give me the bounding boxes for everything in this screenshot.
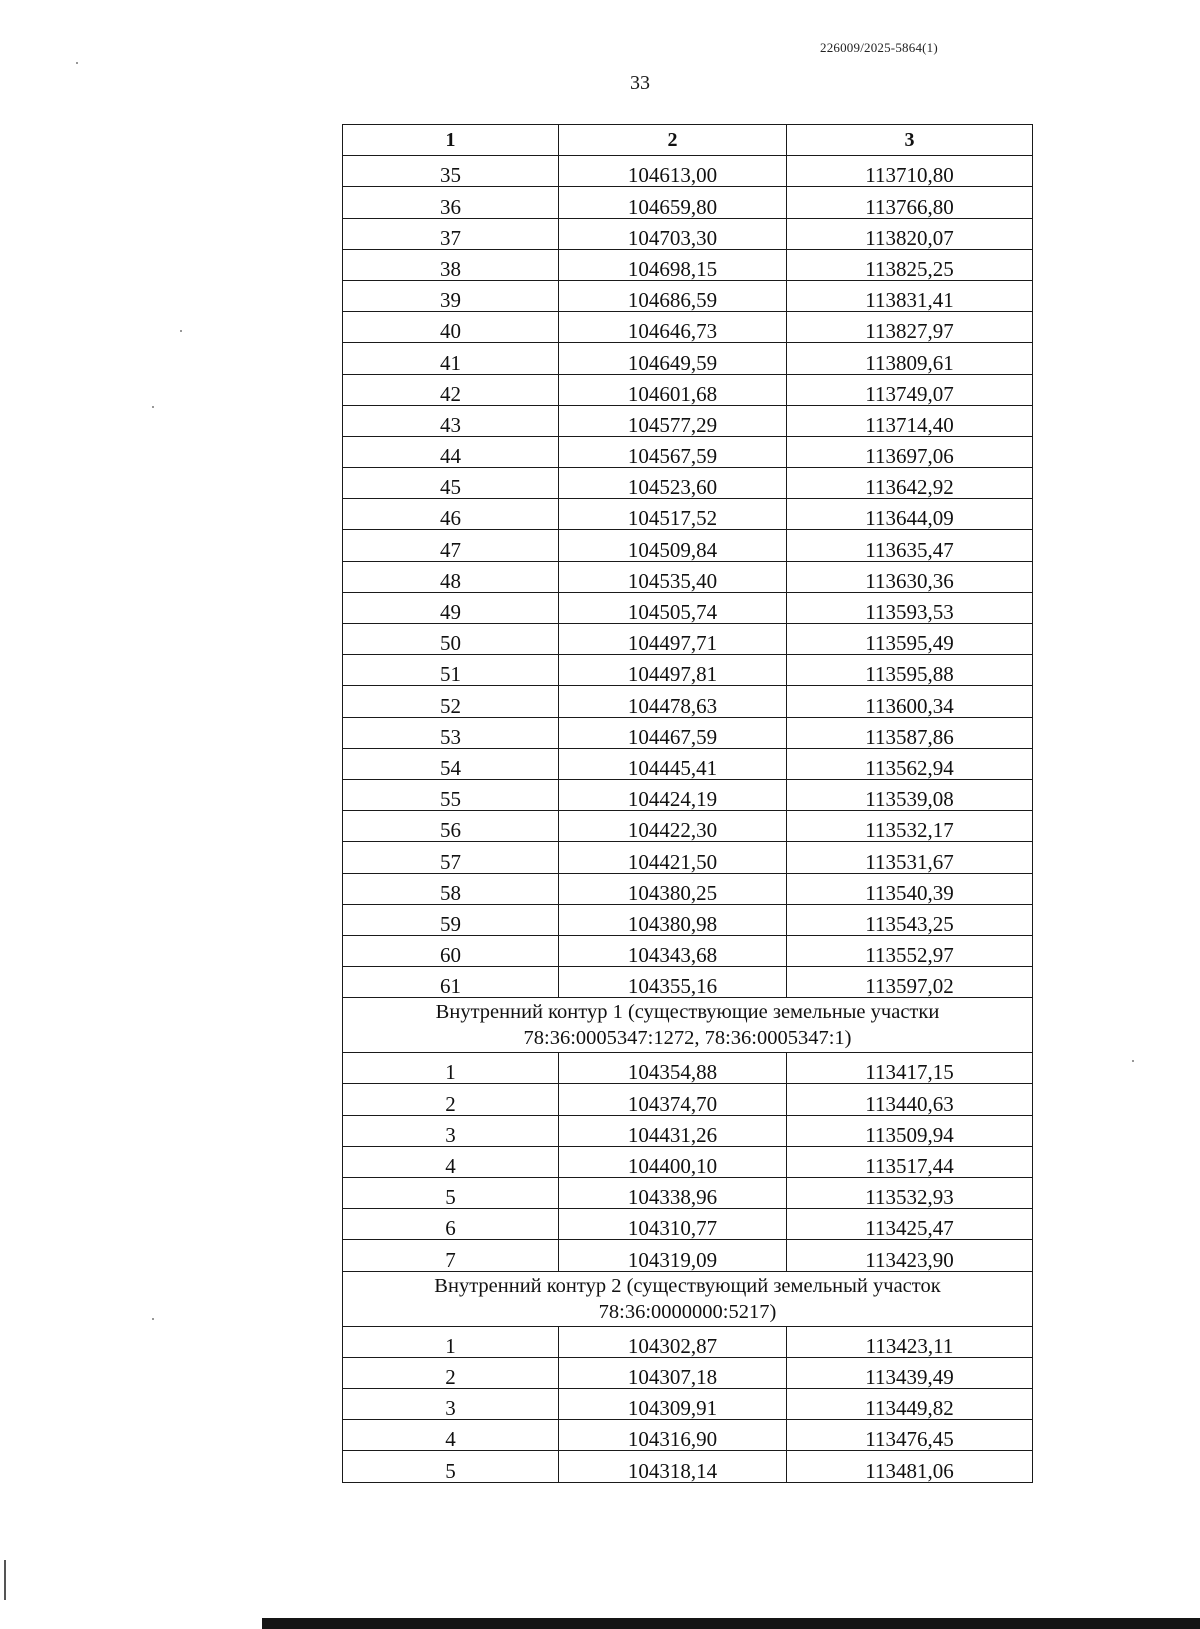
table-row: [343, 842, 1033, 873]
cell-point: 41: [343, 343, 559, 374]
section-header-row: [343, 998, 1033, 1053]
cell-point: 1: [343, 1326, 559, 1357]
cell-point: 54: [343, 748, 559, 779]
cell-y: 113532,93: [787, 1178, 1033, 1209]
cell-point: 52: [343, 686, 559, 717]
cell-point: 49: [343, 592, 559, 623]
cell-y: 113439,49: [787, 1357, 1033, 1388]
cell-y: 113440,63: [787, 1084, 1033, 1115]
table-row: [343, 624, 1033, 655]
cell-point: 56: [343, 811, 559, 842]
cell-y: 113539,08: [787, 779, 1033, 810]
cell-y: 113766,80: [787, 187, 1033, 218]
cell-x: 104421,50: [559, 842, 787, 873]
table-row: [343, 1326, 1033, 1357]
cell-point: 36: [343, 187, 559, 218]
cell-x: 104505,74: [559, 592, 787, 623]
table-row: [343, 187, 1033, 218]
cell-point: 5: [343, 1178, 559, 1209]
cell-point: 58: [343, 873, 559, 904]
table-row: [343, 1357, 1033, 1388]
table-row: [343, 249, 1033, 280]
scan-speck: [152, 1318, 154, 1320]
cell-x: 104517,52: [559, 499, 787, 530]
table-row: [343, 1240, 1033, 1271]
cell-x: 104601,68: [559, 374, 787, 405]
cell-y: 113417,15: [787, 1053, 1033, 1084]
table-row: [343, 935, 1033, 966]
cell-x: 104613,00: [559, 156, 787, 187]
table-row: [343, 748, 1033, 779]
cell-point: 3: [343, 1115, 559, 1146]
cell-x: 104380,25: [559, 873, 787, 904]
table-row: [343, 686, 1033, 717]
page-number: 33: [630, 72, 650, 94]
cell-y: 113587,86: [787, 717, 1033, 748]
cell-x: 104703,30: [559, 218, 787, 249]
table-row: [343, 873, 1033, 904]
cell-y: 113697,06: [787, 436, 1033, 467]
cell-x: 104445,41: [559, 748, 787, 779]
cell-point: 48: [343, 561, 559, 592]
cell-point: 37: [343, 218, 559, 249]
table-row: [343, 1053, 1033, 1084]
cell-point: 40: [343, 312, 559, 343]
cell-x: 104374,70: [559, 1084, 787, 1115]
table-row: [343, 592, 1033, 623]
table-body: [343, 156, 1033, 1482]
coordinates-table: [342, 124, 1033, 1483]
cell-x: 104318,14: [559, 1451, 787, 1482]
cell-point: 35: [343, 156, 559, 187]
cell-y: 113543,25: [787, 904, 1033, 935]
cell-x: 104307,18: [559, 1357, 787, 1388]
cell-point: 5: [343, 1451, 559, 1482]
cell-y: 113593,53: [787, 592, 1033, 623]
cell-y: 113825,25: [787, 249, 1033, 280]
scan-speck: [76, 62, 78, 64]
table-row: [343, 405, 1033, 436]
column-header-y: 3: [787, 125, 1033, 156]
table-header-row: [343, 125, 1033, 156]
table-row: [343, 280, 1033, 311]
cell-x: 104659,80: [559, 187, 787, 218]
cell-point: 43: [343, 405, 559, 436]
cell-x: 104355,16: [559, 967, 787, 998]
cell-y: 113749,07: [787, 374, 1033, 405]
cell-x: 104686,59: [559, 280, 787, 311]
table-row: [343, 1388, 1033, 1419]
document-id: 226009/2025-5864(1): [820, 40, 938, 55]
cell-y: 113642,92: [787, 468, 1033, 499]
cell-point: 55: [343, 779, 559, 810]
cell-point: 46: [343, 499, 559, 530]
cell-y: 113423,11: [787, 1326, 1033, 1357]
cell-point: 60: [343, 935, 559, 966]
cell-x: 104509,84: [559, 530, 787, 561]
scan-edge-mark: [4, 1560, 6, 1600]
cell-x: 104354,88: [559, 1053, 787, 1084]
cell-y: 113809,61: [787, 343, 1033, 374]
cell-y: 113425,47: [787, 1209, 1033, 1240]
section-title-inner-contour-2: [343, 1271, 1033, 1326]
cell-point: 44: [343, 436, 559, 467]
cell-y: 113827,97: [787, 312, 1033, 343]
cell-y: 113820,07: [787, 218, 1033, 249]
cell-x: 104400,10: [559, 1146, 787, 1177]
section-header-row: [343, 1271, 1033, 1326]
cell-point: 51: [343, 655, 559, 686]
cell-y: 113449,82: [787, 1388, 1033, 1419]
table-row: [343, 811, 1033, 842]
table-row: [343, 1146, 1033, 1177]
table-row: [343, 1451, 1033, 1482]
section-title-inner-contour-1: [343, 998, 1033, 1053]
cell-y: 113531,67: [787, 842, 1033, 873]
cell-point: 53: [343, 717, 559, 748]
cell-x: 104309,91: [559, 1388, 787, 1419]
column-header-point: 1: [343, 125, 559, 156]
cell-x: 104535,40: [559, 561, 787, 592]
cell-point: 4: [343, 1420, 559, 1451]
cell-x: 104302,87: [559, 1326, 787, 1357]
section-title-line: Внутренний контур 2 (существующий земельный участок: [434, 1274, 941, 1297]
column-header-x: 2: [559, 125, 787, 156]
scan-speck: [180, 330, 182, 332]
cell-y: 113552,97: [787, 935, 1033, 966]
cell-y: 113509,94: [787, 1115, 1033, 1146]
cell-y: 113595,88: [787, 655, 1033, 686]
cell-x: 104478,63: [559, 686, 787, 717]
cell-x: 104577,29: [559, 405, 787, 436]
cell-x: 104649,59: [559, 343, 787, 374]
cell-y: 113562,94: [787, 748, 1033, 779]
table-row: [343, 218, 1033, 249]
cell-x: 104523,60: [559, 468, 787, 499]
table-row: [343, 1178, 1033, 1209]
cell-x: 104497,71: [559, 624, 787, 655]
table-row: [343, 436, 1033, 467]
table-row: [343, 904, 1033, 935]
section-title-line: 78:36:0000000:5217): [598, 1300, 777, 1323]
cell-y: 113517,44: [787, 1146, 1033, 1177]
table-row: [343, 530, 1033, 561]
cell-point: 47: [343, 530, 559, 561]
cell-point: 2: [343, 1357, 559, 1388]
table-row: [343, 468, 1033, 499]
cell-point: 57: [343, 842, 559, 873]
cell-point: 50: [343, 624, 559, 655]
cell-x: 104497,81: [559, 655, 787, 686]
cell-x: 104424,19: [559, 779, 787, 810]
cell-point: 7: [343, 1240, 559, 1271]
cell-point: 1: [343, 1053, 559, 1084]
cell-point: 45: [343, 468, 559, 499]
table-row: [343, 717, 1033, 748]
table-row: [343, 499, 1033, 530]
table-row: [343, 779, 1033, 810]
table-row: [343, 561, 1033, 592]
cell-y: 113540,39: [787, 873, 1033, 904]
table-row: [343, 655, 1033, 686]
cell-x: 104316,90: [559, 1420, 787, 1451]
scan-bottom-edge: [262, 1618, 1200, 1629]
cell-point: 39: [343, 280, 559, 311]
cell-y: 113423,90: [787, 1240, 1033, 1271]
table-row: [343, 1209, 1033, 1240]
section-title-line: Внутренний контур 1 (существующие земельные участки: [435, 1001, 940, 1024]
cell-x: 104698,15: [559, 249, 787, 280]
table-row: [343, 374, 1033, 405]
cell-point: 38: [343, 249, 559, 280]
cell-x: 104380,98: [559, 904, 787, 935]
cell-point: 61: [343, 967, 559, 998]
cell-x: 104431,26: [559, 1115, 787, 1146]
cell-x: 104567,59: [559, 436, 787, 467]
table-row: [343, 1084, 1033, 1115]
table-row: [343, 1420, 1033, 1451]
cell-point: 4: [343, 1146, 559, 1177]
cell-point: 59: [343, 904, 559, 935]
cell-y: 113630,36: [787, 561, 1033, 592]
cell-y: 113532,17: [787, 811, 1033, 842]
table-row: [343, 343, 1033, 374]
table-row: [343, 156, 1033, 187]
cell-x: 104467,59: [559, 717, 787, 748]
cell-point: 3: [343, 1388, 559, 1419]
cell-x: 104319,09: [559, 1240, 787, 1271]
cell-x: 104338,96: [559, 1178, 787, 1209]
cell-x: 104422,30: [559, 811, 787, 842]
cell-y: 113597,02: [787, 967, 1033, 998]
cell-y: 113714,40: [787, 405, 1033, 436]
cell-x: 104310,77: [559, 1209, 787, 1240]
cell-y: 113635,47: [787, 530, 1033, 561]
section-title-line: 78:36:0005347:1272, 78:36:0005347:1): [523, 1027, 852, 1050]
cell-y: 113476,45: [787, 1420, 1033, 1451]
cell-x: 104343,68: [559, 935, 787, 966]
table-row: [343, 967, 1033, 998]
table-row: [343, 312, 1033, 343]
cell-y: 113831,41: [787, 280, 1033, 311]
cell-point: 2: [343, 1084, 559, 1115]
cell-point: 42: [343, 374, 559, 405]
cell-y: 113481,06: [787, 1451, 1033, 1482]
cell-y: 113710,80: [787, 156, 1033, 187]
cell-y: 113595,49: [787, 624, 1033, 655]
cell-y: 113600,34: [787, 686, 1033, 717]
scan-speck: [152, 406, 154, 408]
table-row: [343, 1115, 1033, 1146]
cell-x: 104646,73: [559, 312, 787, 343]
cell-point: 6: [343, 1209, 559, 1240]
cell-y: 113644,09: [787, 499, 1033, 530]
scan-speck: [1132, 1060, 1134, 1062]
